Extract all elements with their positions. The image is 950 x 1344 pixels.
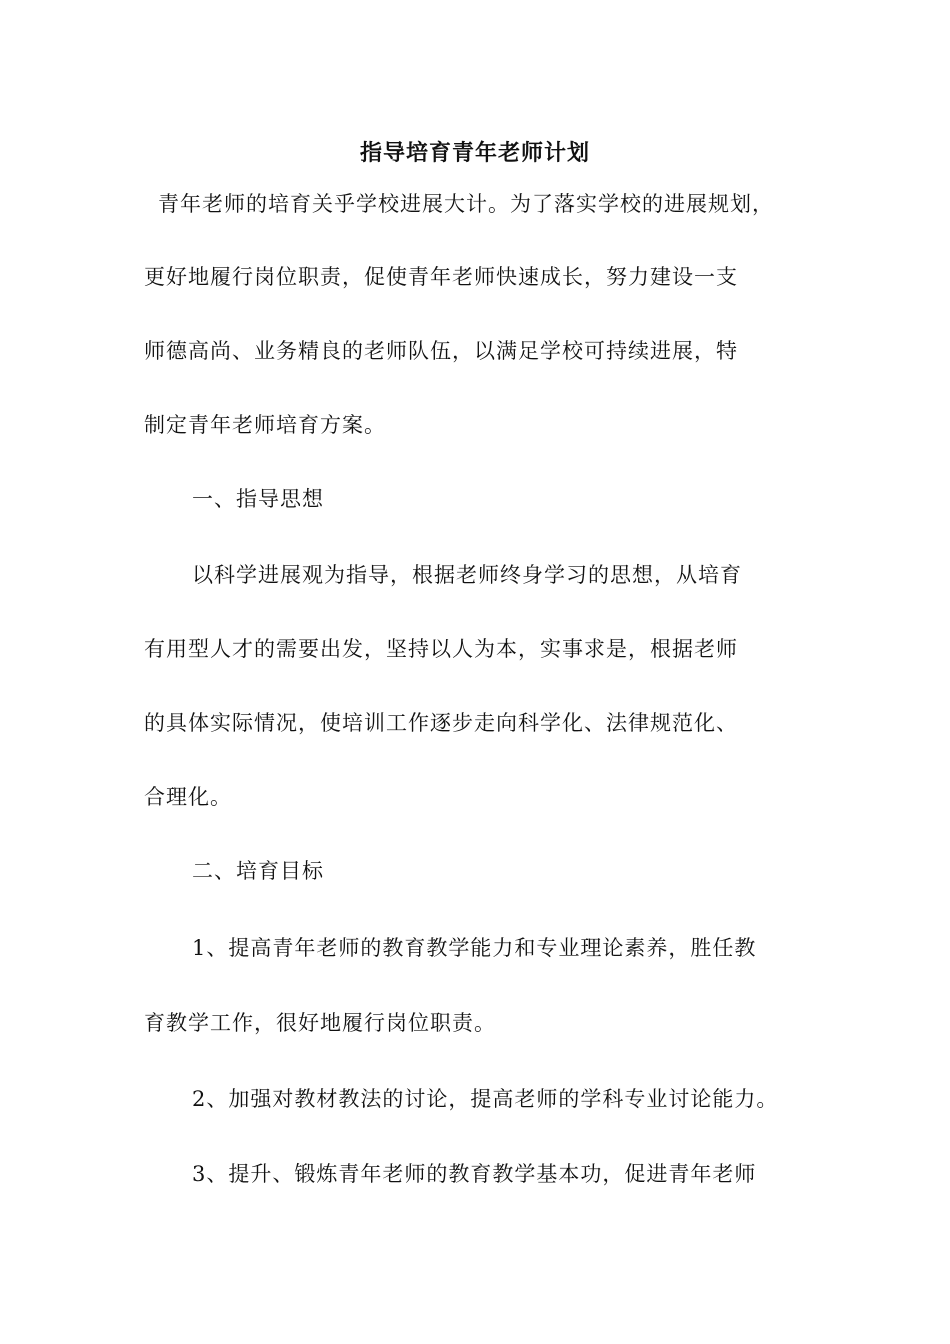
list-item: 1、提高青年老师的教育教学能力和专业理论素养，胜任教	[192, 936, 757, 960]
paragraph-line: 青年老师的培育关乎学校进展大计。为了落实学校的进展规划，	[158, 192, 774, 216]
section-heading: 二、培育目标	[192, 859, 324, 883]
paragraph-line: 以科学进展观为指导，根据老师终身学习的思想，从培育	[192, 563, 742, 587]
section-heading: 一、指导思想	[192, 487, 324, 511]
paragraph-line: 制定青年老师培育方案。	[144, 413, 386, 437]
paragraph-line: 有用型人才的需要出发，坚持以人为本，实事求是，根据老师	[144, 637, 738, 661]
paragraph-line: 更好地履行岗位职责，促使青年老师快速成长，努力建设一支	[144, 265, 738, 289]
paragraph-line: 合理化。	[144, 785, 232, 809]
list-item: 2、加强对教材教法的讨论，提高老师的学科专业讨论能力。	[192, 1087, 779, 1111]
document-title: 指导培育青年老师计划	[359, 141, 590, 166]
list-item: 3、提升、锻炼青年老师的教育教学基本功，促进青年老师	[192, 1162, 757, 1186]
paragraph-line: 育教学工作，很好地履行岗位职责。	[144, 1011, 496, 1035]
paragraph-line: 师德高尚、业务精良的老师队伍，以满足学校可持续进展，特	[144, 339, 738, 363]
paragraph-line: 的具体实际情况，使培训工作逐步走向科学化、法律规范化、	[144, 711, 738, 735]
